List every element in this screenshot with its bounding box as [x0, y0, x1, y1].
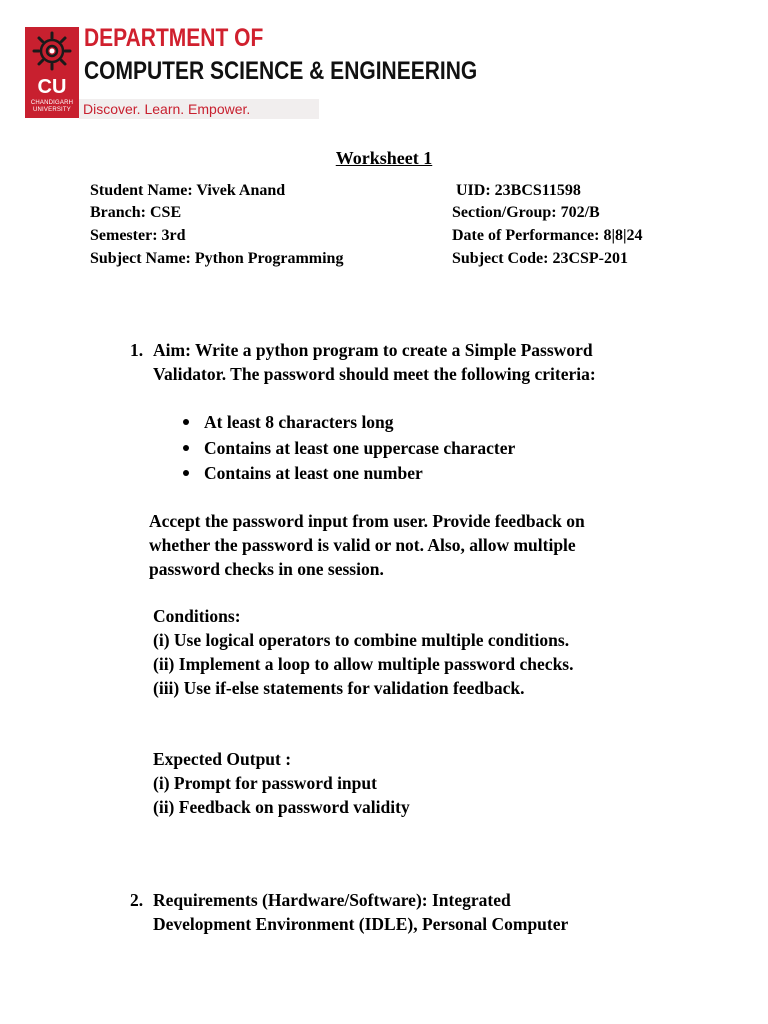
- logo-university-name: CHANDIGARH UNIVERSITY: [30, 100, 74, 113]
- subject-code: Subject Code: 23CSP-201: [452, 250, 628, 267]
- condition-item: (i) Use logical operators to combine multiple conditions.: [153, 630, 570, 650]
- branch: Branch: CSE: [90, 204, 182, 221]
- logo-initials: CU: [37, 76, 67, 98]
- condition-item: (ii) Implement a loop to allow multiple password checks.: [153, 654, 574, 674]
- description-line: password checks in one session.: [149, 559, 384, 579]
- section1-number: 1.: [130, 340, 144, 360]
- aim-line-2: Validator. The password should meet the following criteria:: [153, 364, 596, 384]
- requirements-line-2: Development Environment (IDLE), Personal Computer: [153, 914, 569, 934]
- gear-emblem-icon: [25, 27, 79, 77]
- aim-line-1: Aim: Write a python program to create a Simple Password: [153, 340, 593, 360]
- date-of-performance: Date of Performance: 8|8|24: [452, 227, 643, 244]
- requirements-line-1: Requirements (Hardware/Software): Integrated: [153, 890, 511, 910]
- description-line: whether the password is valid or not. Also, allow multiple: [149, 535, 576, 555]
- bullet-icon: [183, 419, 189, 425]
- criteria-item: Contains at least one uppercase character: [204, 438, 516, 458]
- tagline: Discover. Learn. Empower.: [83, 101, 251, 117]
- student-uid: UID: 23BCS11598: [456, 182, 581, 199]
- criteria-item: At least 8 characters long: [204, 412, 394, 432]
- section2-number: 2.: [130, 890, 144, 910]
- department-title-line2: COMPUTER SCIENCE & ENGINEERING: [84, 57, 478, 85]
- department-title-line1: DEPARTMENT OF: [84, 24, 264, 52]
- condition-item: (iii) Use if-else statements for validation feedback.: [153, 678, 525, 698]
- conditions-heading: Conditions:: [153, 606, 241, 626]
- bullet-icon: [183, 470, 189, 476]
- worksheet-title: Worksheet 1: [335, 148, 433, 168]
- university-logo: [25, 27, 79, 118]
- subject-name: Subject Name: Python Programming: [90, 250, 344, 267]
- expected-output-heading: Expected Output :: [153, 749, 292, 769]
- semester: Semester: 3rd: [90, 227, 186, 244]
- expected-output-item: (i) Prompt for password input: [153, 773, 377, 793]
- expected-output-item: (ii) Feedback on password validity: [153, 797, 410, 817]
- student-name: Student Name: Vivek Anand: [90, 182, 286, 199]
- section-group: Section/Group: 702/B: [452, 204, 600, 221]
- description-line: Accept the password input from user. Provide feedback on: [149, 511, 585, 531]
- bullet-icon: [183, 445, 189, 451]
- criteria-item: Contains at least one number: [204, 463, 423, 483]
